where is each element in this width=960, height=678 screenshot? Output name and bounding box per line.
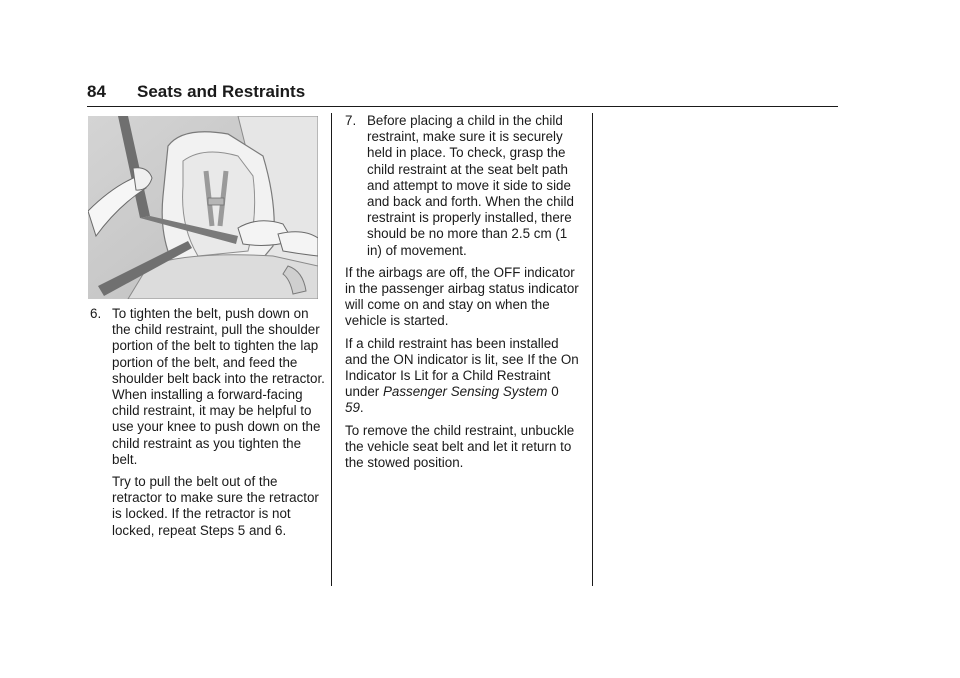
- on-indicator-text: If a child restraint has been installed and the ON indicator is lit, see If the On Indicator Is Lit for a Child Restraint under: [345, 335, 579, 400]
- page-reference-icon: 0: [551, 384, 559, 400]
- step-6-number: 6.: [90, 306, 102, 321]
- on-indicator-paragraph: [345, 336, 581, 417]
- page-number: 84: [87, 82, 106, 101]
- step-7: [345, 113, 581, 259]
- step-7-text: Before placing a child in the child restraint, make sure it is securely held in place. To check, grasp the child restraint at the seat belt path and attempt to move it side to side and back and forth. When the child restraint is properly installed, there should be no more than 2.5 cm (1 in) of movement.: [367, 113, 574, 258]
- child-seat-illustration: [88, 116, 318, 299]
- step-6-text: To tighten the belt, push down on the child restraint, pull the shoulder portion of the belt to tighten the lap portion of the belt, and feed the shoulder belt back into the retractor. When installing a forward-facing child restraint, it may be helpful to use your knee to push down on the child restraint as you tighten the belt.: [112, 306, 325, 467]
- passenger-sensing-system-link[interactable]: Passenger Sensing System: [382, 384, 548, 400]
- left-column: [90, 306, 326, 545]
- airbag-off-paragraph: If the airbags are off, the OFF indicator in the passenger airbag status indicator will come on and stay on when the vehicle is started.: [345, 264, 579, 329]
- page-reference-number[interactable]: 59: [345, 400, 360, 416]
- page-header: [87, 82, 838, 107]
- step-6-followup: Try to pull the belt out of the retractor to make sure the retractor is locked. If the retractor is not locked, repeat Steps 5 and 6.: [112, 474, 319, 538]
- remove-restraint-paragraph: To remove the child restraint, unbuckle the vehicle seat belt and let it return to the stowed position.: [345, 422, 575, 471]
- right-column: [345, 113, 581, 477]
- section-title: Seats and Restraints: [137, 82, 306, 101]
- on-indicator-suffix: .: [359, 400, 364, 416]
- child-seat-installation-illustration-icon: [88, 116, 318, 299]
- column-divider-left: [331, 113, 332, 586]
- step-6: [90, 306, 326, 468]
- column-divider-right: [592, 113, 593, 586]
- step-7-number: 7.: [345, 113, 357, 128]
